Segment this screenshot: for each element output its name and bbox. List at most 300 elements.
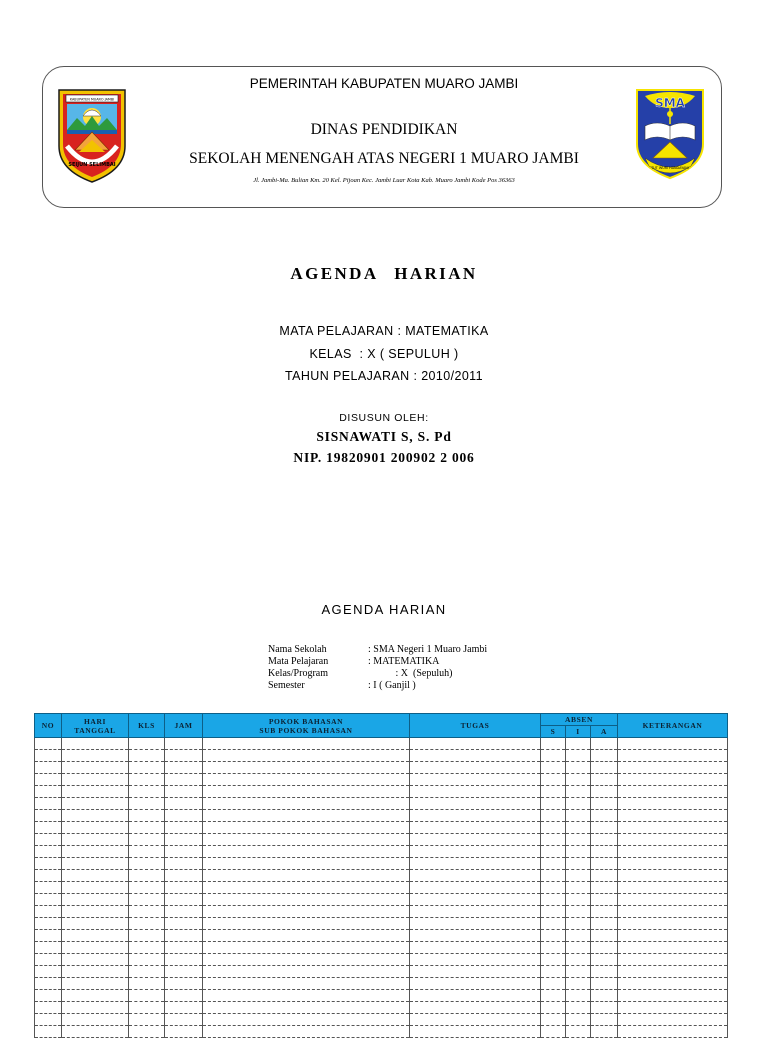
table-cell [410,774,541,786]
table-row [35,978,728,990]
table-row [35,762,728,774]
table-cell [203,870,410,882]
table-cell [35,738,62,750]
table-cell [591,942,618,954]
table-cell [541,1026,566,1038]
table-cell [618,774,728,786]
table-cell [566,870,591,882]
table-cell [566,954,591,966]
table-cell [541,786,566,798]
table-cell [129,1026,165,1038]
table-cell [203,906,410,918]
table-cell [35,978,62,990]
col-hari-tanggal [62,714,129,738]
table-cell [62,918,129,930]
table-cell [165,810,203,822]
col-absen: ABSEN [541,714,618,726]
table-cell [203,918,410,930]
table-cell [62,894,129,906]
col-kls: KLS [129,714,165,738]
table-cell [591,822,618,834]
table-cell [203,954,410,966]
table-cell [62,882,129,894]
table-cell [203,942,410,954]
agenda-title: AGENDA HARIAN [321,602,447,617]
table-cell [165,750,203,762]
table-cell [62,990,129,1002]
table-cell [35,834,62,846]
table-cell [35,750,62,762]
table-cell [591,930,618,942]
table-cell [566,966,591,978]
table-row [35,846,728,858]
table-cell [35,846,62,858]
table-cell [129,798,165,810]
table-cell [410,942,541,954]
table-cell [566,810,591,822]
table-cell [591,906,618,918]
table-cell [165,846,203,858]
table-cell [35,810,62,822]
table-cell [410,870,541,882]
table-cell [591,918,618,930]
table-cell [591,1026,618,1038]
table-cell [203,1002,410,1014]
table-row [35,834,728,846]
table-cell [591,798,618,810]
table-cell [165,858,203,870]
table-cell [165,894,203,906]
table-cell [129,954,165,966]
meta-value: : I ( Ganjil ) [368,680,416,691]
table-cell [618,870,728,882]
table-cell [618,990,728,1002]
table-cell [618,978,728,990]
col-tugas: TUGAS [410,714,541,738]
table-cell [566,834,591,846]
table-cell [62,978,129,990]
table-cell [591,966,618,978]
table-cell [618,738,728,750]
table-row [35,774,728,786]
table-cell [591,810,618,822]
table-cell [62,750,129,762]
table-cell [566,822,591,834]
table-cell [203,846,410,858]
table-cell [591,834,618,846]
table-cell [203,858,410,870]
table-cell [62,930,129,942]
table-cell [203,810,410,822]
table-cell [203,990,410,1002]
table-cell [618,882,728,894]
table-cell [541,774,566,786]
table-cell [410,786,541,798]
table-cell [129,822,165,834]
prepared-by-label: DISUSUN OLEH: [339,412,429,424]
table-cell [618,762,728,774]
table-row [35,1026,728,1038]
table-cell [410,990,541,1002]
table-cell [410,894,541,906]
meta-label: Nama Sekolah [268,644,327,655]
table-cell [35,882,62,894]
table-cell [165,954,203,966]
table-cell [35,966,62,978]
table-cell [410,858,541,870]
table-cell [541,954,566,966]
table-cell [129,990,165,1002]
table-cell [541,978,566,990]
table-cell [165,738,203,750]
table-cell [566,990,591,1002]
table-cell [62,762,129,774]
col-sub-pokok: SUB POKOK BAHASAN [259,725,353,735]
table-cell [165,822,203,834]
academic-year-line: TAHUN PELAJARAN : 2010/2011 [285,369,483,383]
col-pokok: POKOK BAHASAN [268,716,344,726]
table-cell [35,798,62,810]
table-cell [35,942,62,954]
agenda-rows [35,738,728,1038]
table-cell [129,882,165,894]
table-cell [129,786,165,798]
table-row [35,822,728,834]
table-row [35,918,728,930]
table-row [35,750,728,762]
table-cell [618,1026,728,1038]
author-nip: NIP. 19820901 200902 2 006 [293,450,475,465]
table-cell [62,786,129,798]
table-cell [203,1026,410,1038]
table-cell [165,762,203,774]
emblem-sma-text: SMA [655,96,685,110]
school-name: SEKOLAH MENENGAH ATAS NEGERI 1 MUARO JAMBI [189,150,579,167]
table-cell [618,930,728,942]
table-cell [591,870,618,882]
table-cell [410,1002,541,1014]
table-cell [203,834,410,846]
meta-label: Mata Pelajaran [268,656,329,667]
table-cell [541,834,566,846]
table-cell [591,1002,618,1014]
table-cell [566,918,591,930]
table-cell [541,810,566,822]
table-cell [541,942,566,954]
school-address: Jl. Jambi-Ma. Bulian Km. 20 Kel. Pijoan Kec. Jambi Luar Kota Kab. Muaro Jambi Kode Pos 36363 [253,177,515,184]
table-row [35,786,728,798]
table-cell [62,810,129,822]
table-cell [165,798,203,810]
table-cell [591,750,618,762]
table-cell [129,834,165,846]
col-absen-i: I [566,726,591,738]
table-cell [129,738,165,750]
table-cell [203,774,410,786]
government-name: PEMERINTAH KABUPATEN MUARO JAMBI [249,76,519,91]
table-cell [566,798,591,810]
table-cell [35,894,62,906]
table-row [35,894,728,906]
table-cell [566,1026,591,1038]
table-cell [410,918,541,930]
table-cell [62,846,129,858]
table-cell [165,990,203,1002]
table-cell [62,858,129,870]
col-no: NO [35,714,62,738]
table-cell [410,954,541,966]
emblem-motto-text: SEIJUN SELIMBAI [68,162,116,168]
table-cell [62,966,129,978]
meta-value: : SMA Negeri 1 Muaro Jambi [368,644,488,655]
table-cell [566,930,591,942]
table-cell [35,918,62,930]
table-cell [591,762,618,774]
subject-line: MATA PELAJARAN : MATEMATIKA [279,324,489,338]
table-cell [618,786,728,798]
table-cell [410,966,541,978]
table-cell [35,762,62,774]
table-cell [566,1002,591,1014]
table-cell [541,858,566,870]
table-cell [591,738,618,750]
table-cell [62,870,129,882]
table-cell [203,750,410,762]
table-cell [129,762,165,774]
class-line: KELAS : X ( SEPULUH ) [309,347,459,361]
table-cell [541,894,566,906]
table-cell [165,906,203,918]
table-cell [541,750,566,762]
table-cell [618,906,728,918]
meta-value: : X (Sepuluh) [368,668,453,679]
col-keterangan: KETERANGAN [618,714,728,738]
table-cell [35,870,62,882]
table-cell [62,906,129,918]
table-cell [566,858,591,870]
meta-value: : MATEMATIKA [368,656,440,667]
table-cell [35,906,62,918]
table-cell [618,822,728,834]
table-cell [129,774,165,786]
table-cell [35,1026,62,1038]
table-row [35,870,728,882]
table-cell [203,786,410,798]
table-cell [591,846,618,858]
table-cell [566,846,591,858]
table-cell [129,894,165,906]
table-row [35,942,728,954]
emblem-ribbon-text: KABUPATEN MUARO JAMBI [69,97,115,102]
table-cell [618,810,728,822]
table-cell [618,918,728,930]
table-cell [541,822,566,834]
table-cell [566,906,591,918]
table-row [35,798,728,810]
table-cell [203,966,410,978]
table-cell [129,810,165,822]
table-cell [129,978,165,990]
table-cell [541,882,566,894]
table-cell [618,846,728,858]
table-cell [591,978,618,990]
table-cell [618,966,728,978]
cover-title: AGENDA HARIAN [290,264,478,283]
table-cell [541,846,566,858]
table-cell [618,942,728,954]
table-cell [410,930,541,942]
meta-label: Semester [268,680,305,691]
table-cell [541,798,566,810]
table-cell [129,1002,165,1014]
table-cell [62,1002,129,1014]
table-cell [410,846,541,858]
table-cell [203,978,410,990]
table-cell [566,882,591,894]
table-cell [129,750,165,762]
table-cell [35,1002,62,1014]
table-cell [165,918,203,930]
table-row [35,906,728,918]
table-cell [541,990,566,1002]
table-cell [203,894,410,906]
table-cell [129,966,165,978]
table-cell [165,1026,203,1038]
table-cell [410,978,541,990]
col-absen-s: S [541,726,566,738]
table-row [35,810,728,822]
table-cell [62,738,129,750]
table-row [35,990,728,1002]
table-cell [35,954,62,966]
table-cell [591,990,618,1002]
table-cell [203,882,410,894]
table-cell [62,798,129,810]
table-cell [410,798,541,810]
table-cell [410,906,541,918]
col-pokok-bahasan [203,714,410,738]
table-cell [203,798,410,810]
table-cell [62,942,129,954]
table-cell [203,930,410,942]
table-cell [566,786,591,798]
table-cell [410,822,541,834]
table-cell [410,1026,541,1038]
emblem-ribbon-text: TUT WURI HANDAYANI [651,166,689,170]
table-cell [618,1002,728,1014]
table-cell [618,894,728,906]
table-cell [165,882,203,894]
table-cell [35,930,62,942]
table-cell [541,930,566,942]
table-cell [591,954,618,966]
table-cell [618,954,728,966]
table-cell [35,822,62,834]
table-cell [35,786,62,798]
table-cell [129,858,165,870]
table-cell [62,954,129,966]
table-cell [566,774,591,786]
table-cell [410,834,541,846]
table-cell [165,1002,203,1014]
table-row [35,882,728,894]
department-name: DINAS PENDIDIKAN [310,121,458,138]
table-cell [129,942,165,954]
table-cell [129,846,165,858]
table-cell [541,918,566,930]
table-row [35,858,728,870]
table-cell [566,750,591,762]
table-cell [129,918,165,930]
col-tanggal: TANGGAL [74,725,116,735]
table-cell [541,762,566,774]
table-cell [203,738,410,750]
table-cell [566,894,591,906]
table-cell [591,774,618,786]
table-cell [165,930,203,942]
table-cell [165,966,203,978]
table-cell [35,990,62,1002]
table-cell [410,810,541,822]
table-cell [591,894,618,906]
table-cell [62,774,129,786]
table-cell [129,870,165,882]
table-cell [566,738,591,750]
table-cell [618,834,728,846]
table-cell [566,942,591,954]
author-name: SISNAWATI S, S. Pd [316,429,452,444]
table-cell [62,1026,129,1038]
table-row [35,738,728,750]
table-cell [541,738,566,750]
table-cell [165,774,203,786]
table-cell [541,966,566,978]
table-cell [165,834,203,846]
table-cell [591,858,618,870]
col-jam: JAM [165,714,203,738]
table-cell [618,798,728,810]
table-cell [129,930,165,942]
table-cell [541,906,566,918]
table-cell [35,858,62,870]
col-absen-a: A [591,726,618,738]
table-cell [541,1002,566,1014]
table-row [35,1002,728,1014]
table-cell [203,822,410,834]
table-cell [410,750,541,762]
table-cell [165,870,203,882]
table-cell [410,882,541,894]
table-cell [165,786,203,798]
table-cell [35,774,62,786]
meta-label: Kelas/Program [268,668,328,679]
table-row [35,966,728,978]
table-cell [165,942,203,954]
table-cell [62,834,129,846]
table-cell [591,786,618,798]
table-cell [165,978,203,990]
table-cell [410,762,541,774]
table-row [35,930,728,942]
table-cell [203,762,410,774]
table-cell [591,882,618,894]
col-hari: HARI [84,716,106,726]
table-cell [129,906,165,918]
table-cell [566,978,591,990]
agenda-table [34,713,728,1038]
table-cell [541,870,566,882]
table-cell [566,762,591,774]
